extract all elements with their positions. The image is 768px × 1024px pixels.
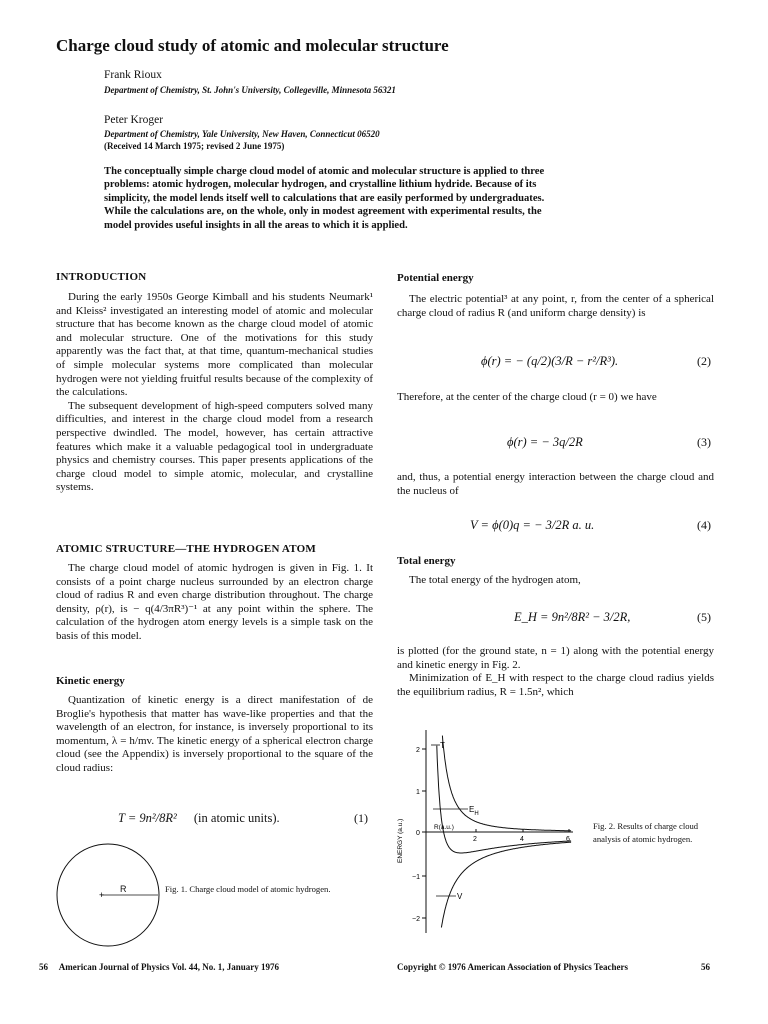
footer-copyright: Copyright © 1976 American Association of Physics Teachers [397, 962, 628, 972]
curve-potential-energy [441, 842, 571, 927]
paragraph: and, thus, a potential energy interaction between the charge cloud and the nucleus of [397, 471, 714, 497]
author-name: Frank Rioux [104, 69, 162, 81]
section-heading-atomic-structure: ATOMIC STRUCTURE—THE HYDROGEN ATOM [56, 543, 316, 555]
x-axis-label: R(a.u.) [434, 824, 454, 831]
y-tick-label: −2 [412, 916, 420, 923]
y-tick-label: 2 [416, 747, 420, 754]
paragraph: Therefore, at the center of the charge cloud (r = 0) we have [397, 391, 657, 403]
total-energy-body-1 [397, 574, 714, 588]
fig1-radius-label: R [120, 884, 127, 894]
equation-number: (4) [697, 518, 711, 532]
equation-expression: T = 9n²/8R² [118, 811, 177, 825]
y-tick-label: −1 [412, 874, 420, 881]
fig1-charge-cloud-diagram [52, 840, 172, 950]
equation-note: (in atomic units). [193, 811, 280, 825]
curve-label-V: V [457, 892, 463, 901]
x-tick-label: 2 [473, 836, 477, 843]
received-dates: (Received 14 March 1975; revised 2 June 1975) [104, 141, 285, 151]
curve-total-energy [437, 746, 571, 853]
y-tick-label: 1 [416, 789, 420, 796]
equation-number: (2) [697, 354, 711, 368]
fig2-caption: Fig. 2. Results of charge cloud analysis of atomic hydrogen. [593, 821, 699, 844]
paragraph: The subsequent development of high-speed computers solved many difficulties, and interest in the charge cloud model from a research perspective dwindled. The model, however, has certain attractive features which make it a valuable pedagogical tool in undergraduate physics and chemistry courses. This paper presents applications of the charge cloud model to simple atomic, molecular, and crystalline systems. [56, 399, 373, 494]
equation-number: (1) [354, 811, 368, 825]
paragraph: The total energy of the hydrogen atom, [409, 574, 581, 586]
equation-number: (3) [697, 435, 711, 449]
equation-number: (5) [697, 610, 711, 624]
potential-energy-body-3 [397, 471, 714, 498]
equation-5: E_H = 9n²/8R² − 3/2R, [514, 610, 631, 624]
x-tick-label: 6 [566, 836, 570, 843]
nucleus-plus-sign: + [99, 890, 105, 900]
potential-energy-body-2 [397, 391, 714, 405]
footer-page-number: 56 [701, 962, 710, 972]
abstract: The conceptually simple charge cloud model of atomic and molecular structure is applied to three problems: atomic hydrogen, molecular hydrogen, and crystalline lithium hydride. Because of its simplicity, the model lends itself well to calculations that are easily performed by undergraduates. While the calculations are, on the whole, only in modest agreement with experimental results, the model provides useful insights in all the areas to which it is applied. [104, 166, 545, 231]
curve-label-T: T [440, 741, 445, 750]
paragraph: The charge cloud model of atomic hydrogen is given in Fig. 1. It consists of a point charge nucleus surrounded by an electron charge cloud of radius R and even charge distribution throughout. The charge density, ρ(r), is − q(4/3πR³)⁻¹ at any point within the sphere. The calculation of the hydrogen atom energy levels is a simple task on the basis of this model. [56, 562, 373, 642]
footer-journal-citation: 56 American Journal of Physics Vol. 44, No. 1, January 1976 [39, 962, 280, 972]
equation-1 [118, 811, 280, 826]
fig2-energy-plot [388, 725, 588, 935]
equation-4: V = ϕ(0)q = − 3/2R a. u. [470, 518, 595, 532]
author-name: Peter Kroger [104, 114, 164, 126]
curve-label-EH: $E_H$ [469, 805, 479, 817]
x-tick-label: 4 [520, 836, 524, 843]
section-heading-introduction: INTRODUCTION [56, 271, 147, 283]
author-affiliation: Department of Chemistry, Yale University, New Haven, Connecticut 06520 [104, 129, 380, 139]
paragraph: During the early 1950s George Kimball and his students Neumark¹ and Kleiss² investigated an interesting model of atomic and molecular structure that has become known as the charge cloud model of atomic and molecular structure. One of the motivations for this study apparently was the fact that, at that time, quantum-mechanical studies of simple molecular systems more complicated than molecular hydrogen were not yielding fruitful results because of the complexity of the calculations. [56, 291, 373, 399]
kinetic-energy-body [56, 694, 373, 776]
y-axis-label: ENERGY (a.u.) [397, 818, 404, 863]
subsection-heading-total-energy: Total energy [397, 555, 456, 567]
subsection-heading-kinetic-energy: Kinetic energy [56, 675, 125, 687]
potential-energy-body-1 [397, 293, 714, 320]
equation-3: ϕ(r) = − 3q/2R [507, 435, 583, 449]
paper-title: Charge cloud study of atomic and molecular structure [56, 36, 449, 55]
curve-kinetic-energy [442, 736, 571, 831]
subsection-heading-potential-energy: Potential energy [397, 272, 474, 284]
equation-2: ϕ(r) = − (q/2)(3/R − r²/R³). [481, 354, 619, 368]
paragraph: Quantization of kinetic energy is a direct manifestation of de Broglie's hypothesis that matter has wave-like properties and that the wavelength of an electron, for instance, is inversely proportional to its momentum, λ = h/mv. The kinetic energy of a spherical electron charge cloud (see the Appendix) is inversely proportional to the square of the cloud radius: [56, 694, 373, 774]
paragraph: is plotted (for the ground state, n = 1) along with the potential energy and kinetic energy in Fig. 2. [397, 645, 714, 671]
fig1-caption: Fig. 1. Charge cloud model of atomic hydrogen. [165, 884, 331, 894]
paragraph: Minimization of E_H with respect to the charge cloud radius yields the equilibrium radius, R = 1.5n², which [397, 672, 714, 698]
y-tick-label: 0 [416, 830, 420, 837]
total-energy-body-2 [397, 645, 714, 699]
atomic-structure-body [56, 562, 373, 644]
paragraph: The electric potential³ at any point, r, from the center of a spherical charge cloud of radius R (and uniform charge density) is [397, 293, 714, 319]
introduction-body [56, 291, 373, 495]
author-affiliation: Department of Chemistry, St. John's University, Collegeville, Minnesota 56321 [104, 85, 396, 95]
